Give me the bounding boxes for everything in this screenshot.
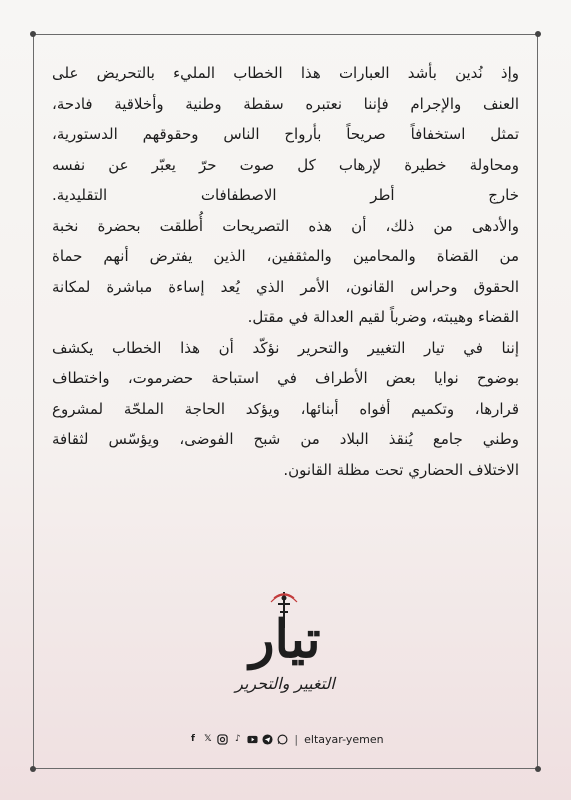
tiktok-icon[interactable]: ♪	[235, 734, 241, 744]
footer-separator: |	[294, 732, 299, 746]
social-handle[interactable]: eltayar-yemen	[304, 732, 384, 746]
statement-text	[52, 58, 519, 485]
frame-corner-dot	[30, 766, 36, 772]
frame-corner-dot	[30, 31, 36, 37]
text-line: بوضوح نوايا بعض الأطراف في استباحة حضرموت، واختطاف	[52, 369, 519, 387]
text-line: القضاء وهيبته، وضرباً لقيم العدالة في مقتل.	[247, 308, 519, 326]
tayar-logo	[225, 590, 345, 710]
social-icons	[187, 734, 288, 745]
text-line: وإذ نُدين بأشد العبارات هذا الخطاب المليء بالتحريض على	[52, 64, 519, 82]
logo-subtitle: التغيير والتحرير	[235, 674, 335, 693]
text-line: العنف والإجرام فإننا نعتبره سقطة وطنية وأخلاقية فادحة،	[52, 94, 519, 113]
facebook-icon[interactable]: f	[190, 734, 195, 744]
text-line: خارج أطر الاصطفافات التقليدية.	[52, 186, 519, 204]
telegram-icon[interactable]	[262, 734, 273, 745]
logo-wordmark: تيار	[249, 609, 321, 670]
text-line: وطني جامع يُنقذ البلاد من شبح الفوضى، ويؤسّس لثقافة	[52, 430, 519, 448]
youtube-icon[interactable]	[247, 734, 258, 745]
text-line: ومحاولة خطيرة لإرهاب كل صوت حرّ يعبّر عن نفسه	[52, 155, 519, 174]
text-line: تمثل استخفافاً صريحاً بأرواح الناس وحقوقهم الدستورية،	[52, 125, 519, 143]
text-line: والأدهى من ذلك، أن هذه التصريحات أُطلقت بحضرة نخبة	[52, 216, 519, 235]
text-line: إننا في تيار التغيير والتحرير نؤكّد أن هذا الخطاب يكشف	[52, 338, 519, 357]
text-line: الحقوق وحراس القانون، الأمر الذي يُعد إساءة مباشرة لمكانة	[52, 277, 519, 296]
frame-corner-dot	[535, 31, 541, 37]
frame-corner-dot	[535, 766, 541, 772]
whatsapp-icon[interactable]	[277, 734, 288, 745]
x-icon[interactable]: 𝕏	[204, 734, 212, 744]
text-line: من القضاة والمحامين والمثقفين، الذين يفترض أنهم حماة	[52, 247, 519, 265]
social-footer	[0, 729, 571, 749]
text-line: الاختلاف الحضاري تحت مظلة القانون.	[283, 460, 519, 479]
instagram-icon[interactable]	[217, 734, 228, 745]
text-line: قرارها، وتكميم أفواه أبنائها، ويؤكد الحاجة الملحّة لمشروع	[52, 399, 519, 418]
